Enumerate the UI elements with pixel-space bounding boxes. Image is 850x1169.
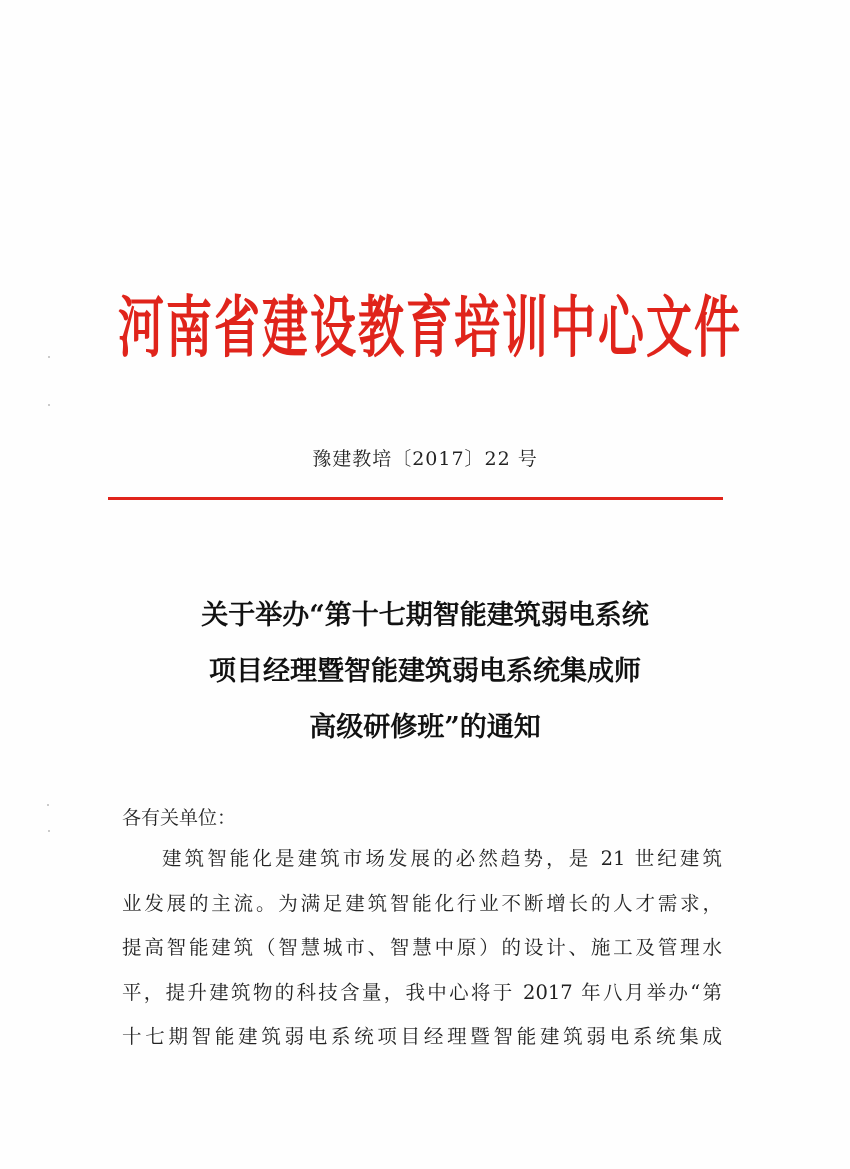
notice-title-line: 项目经理暨智能建筑弱电系统集成师: [209, 656, 641, 687]
red-divider-line: [108, 497, 723, 500]
notice-title-line: 关于举办“第十七期智能建筑弱电系统: [201, 600, 649, 631]
body-line: 平，提升建筑物的科技含量，我中心将于 2017 年八月举办“第: [122, 980, 722, 1004]
scan-speck: [48, 356, 50, 358]
notice-title-line: 高级研修班”的通知: [309, 712, 541, 743]
body-paragraph: [122, 837, 722, 1060]
masthead-title: 河南省建设教育培训中心文件: [118, 288, 742, 367]
scan-speck: [48, 404, 50, 406]
scan-speck: [48, 830, 50, 832]
document-number: 豫建教培〔2017〕22 号: [312, 448, 538, 470]
body-line: 十七期智能建筑弱电系统项目经理暨智能建筑弱电系统集成: [122, 1025, 722, 1048]
body-line: 业发展的主流。为满足建筑智能化行业不断增长的人才需求，: [122, 891, 722, 915]
salutation: 各有关单位：: [122, 807, 237, 829]
body-line: 提高智能建筑（智慧城市、智慧中原）的设计、施工及管理水: [122, 936, 722, 959]
notice-title: [0, 588, 850, 756]
scan-speck: [47, 804, 49, 806]
body-line: 建筑智能化是建筑市场发展的必然趋势，是 21 世纪建筑: [162, 847, 722, 870]
